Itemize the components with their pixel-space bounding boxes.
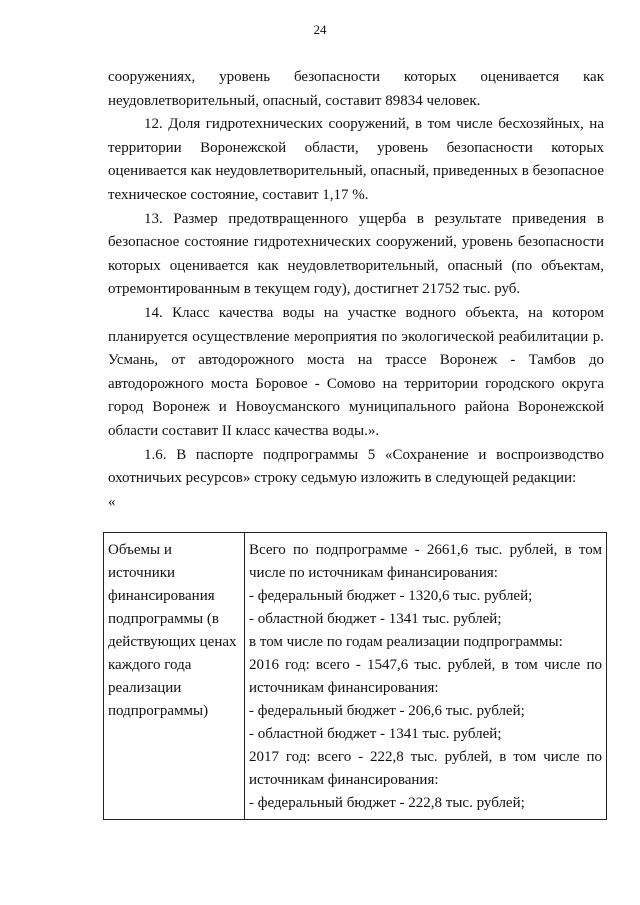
funding-line: - федеральный бюджет - 206,6 тыс. рублей;	[249, 703, 525, 719]
paragraph-continuation: сооружениях, уровень безопасности которых оценивается как неудовлетворительный, опасный, составит 89834 человек.	[108, 69, 604, 109]
paragraph-item-13: 13. Размер предотвращенного ущерба в результате приведения в безопасное состояние гидротехнических сооружений, уровень безопасности которых оценивается как неудовлетворительный, опасный (по объектам, отремонтированным в текущем году), достигнет 21752 тыс. руб.	[108, 210, 604, 298]
funding-label: Объемы и источники финансирования подпрограммы (в действующих ценах каждого года реализации подпрограммы)	[108, 542, 237, 719]
funding-line: - областной бюджет - 1341 тыс. рублей;	[249, 611, 502, 627]
paragraph-item-12: 12. Доля гидротехнических сооружений, в том числе бесхозяйных, на территории Воронежской области, уровень безопасности которых оценивается как неудовлетворительный, опасный, приведенных в безопасное техническое состояние, составит 1,17 %.	[108, 116, 604, 203]
paragraph-item-1-6: 1.6. В паспорте подпрограммы 5 «Сохранение и воспроизводство охотничьих ресурсов» строку седьмую изложить в следующей редакции:	[108, 446, 604, 487]
funding-line: числе по источникам финансирования:	[249, 565, 498, 581]
table-row	[104, 533, 607, 820]
funding-line: - федеральный бюджет - 1320,6 тыс. рублей;	[249, 588, 533, 604]
document-body	[108, 66, 604, 513]
funding-line: 2016 год: всего - 1547,6 тыс. рублей, в том числе по	[249, 657, 602, 673]
page-number: 24	[313, 22, 327, 37]
table-value-cell	[245, 533, 607, 820]
funding-line: Всего по подпрограмме - 2661,6 тыс. рублей, в том	[249, 542, 602, 558]
table-label-cell	[104, 533, 245, 820]
funding-line: 2017 год: всего - 222,8 тыс. рублей, в том числе по	[249, 749, 602, 765]
funding-line: - областной бюджет - 1341 тыс. рублей;	[249, 726, 502, 742]
funding-line: источникам финансирования:	[249, 772, 439, 788]
funding-line: - федеральный бюджет - 222,8 тыс. рублей;	[249, 795, 525, 811]
funding-line: в том числе по годам реализации подпрограммы:	[249, 634, 563, 650]
paragraph-item-14: 14. Класс качества воды на участке водного объекта, на котором планируется осуществление мероприятия по экологической реабилитации р. Усмань, от автодорожного моста на трассе Воронеж - Тамбов до автодорожного моста Боровое - Сомово на территории городского округа город Воронеж и Новоусманского муниципального района Воронежской области составит II класс качества воды.».	[108, 304, 604, 439]
passport-table	[103, 532, 607, 820]
opening-quote-mark: «	[108, 493, 116, 510]
funding-line: источникам финансирования:	[249, 680, 439, 696]
